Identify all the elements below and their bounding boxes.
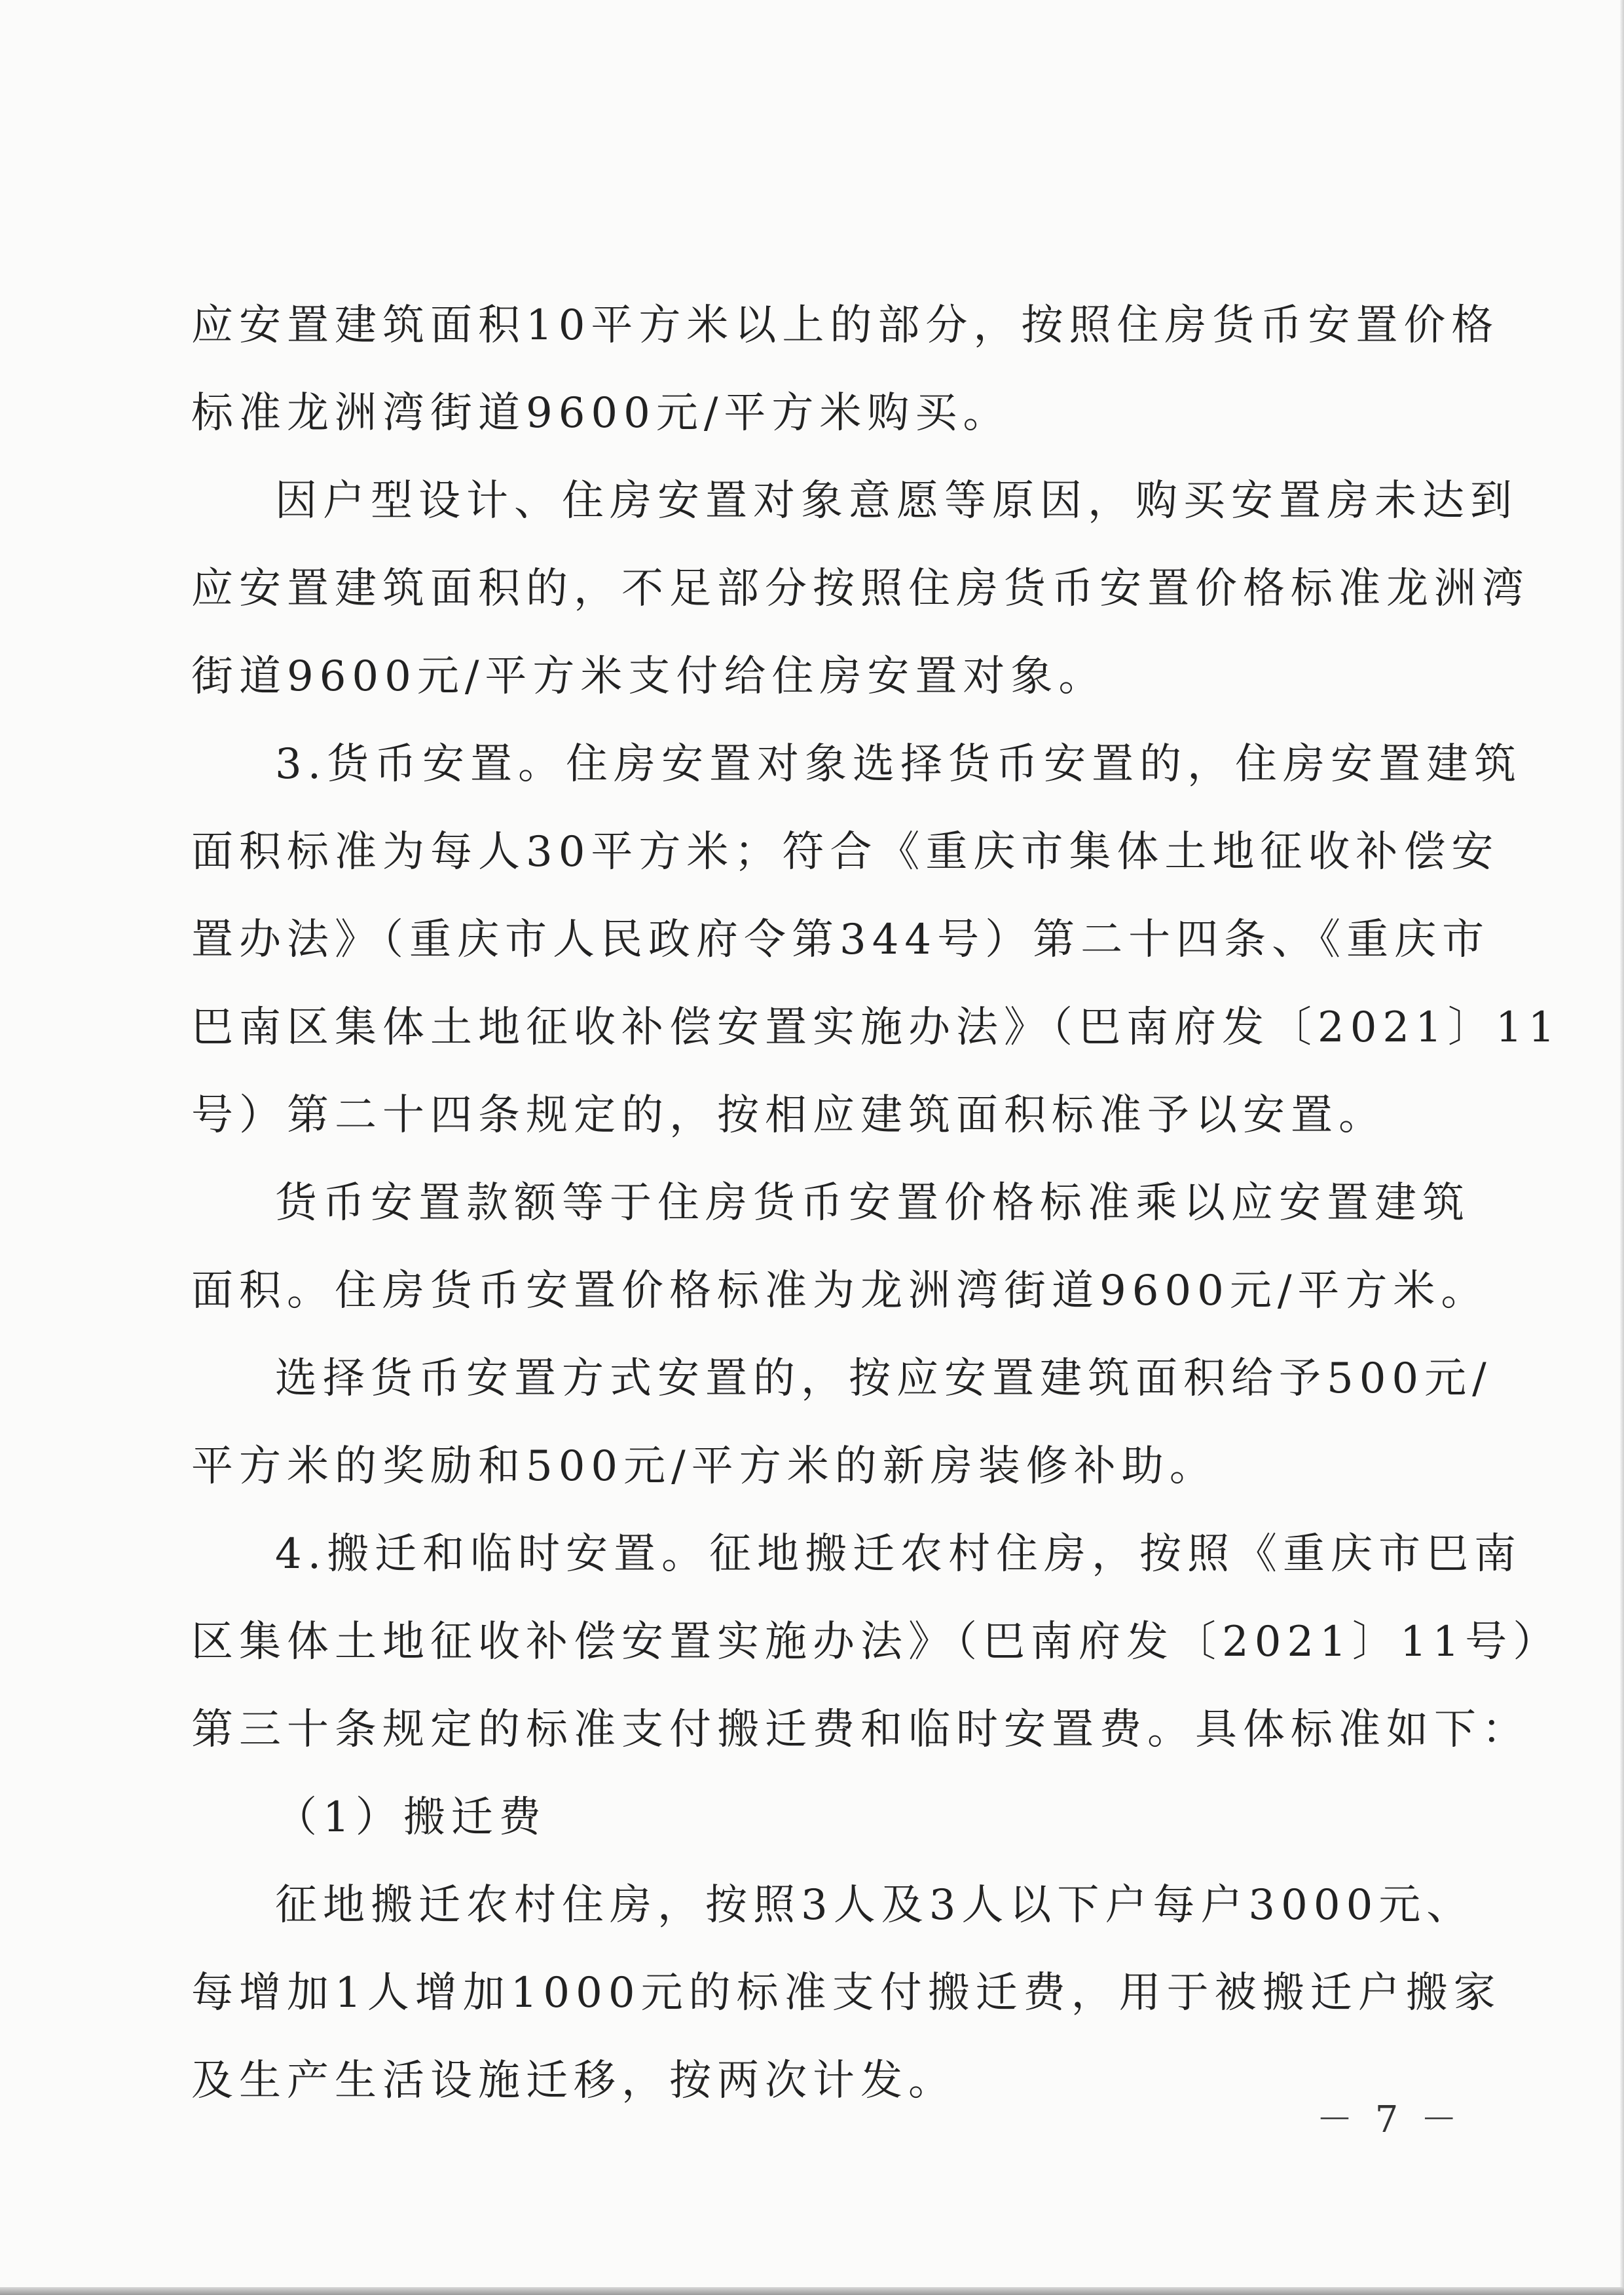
text-line: 巴南区集体土地征收补偿安置实施办法》（巴南府发〔2021〕11 xyxy=(191,1003,1561,1052)
paragraph-start: 4.搬迁和临时安置。征地搬迁农村住房，按照《重庆市巴南 xyxy=(275,1530,1522,1578)
paragraph-start: 因户型设计、住房安置对象意愿等原因，购买安置房未达到 xyxy=(275,477,1518,525)
text-line: 平方米的奖励和500元/平方米的新房装修补助。 xyxy=(191,1442,1217,1491)
text-line: 及生产生活设施迁移，按两次计发。 xyxy=(191,2057,956,2105)
text-line: 置办法》（重庆市人民政府令第344号）第二十四条、《重庆市 xyxy=(191,916,1490,964)
text-line: 街道9600元/平方米支付给住房安置对象。 xyxy=(191,652,1107,701)
section-heading: （1）搬迁费 xyxy=(275,1793,547,1842)
body-text xyxy=(191,282,1561,2125)
text-line: 应安置建筑面积10平方米以上的部分，按照住房货币安置价格 xyxy=(191,301,1500,350)
paragraph-start: 货币安置款额等于住房货币安置价格标准乘以应安置建筑 xyxy=(275,1179,1470,1227)
text-line: 标准龙洲湾街道9600元/平方米购买。 xyxy=(191,389,1011,438)
scan-edge-right xyxy=(1620,0,1624,2295)
page-number: － 7 － xyxy=(1316,2099,1463,2141)
paragraph-start: 3.货币安置。住房安置对象选择货币安置的，住房安置建筑 xyxy=(275,740,1522,789)
text-line: 第三十条规定的标准支付搬迁费和临时安置费。具体标准如下： xyxy=(191,1706,1530,1754)
paragraph-start: 选择货币安置方式安置的，按应安置建筑面积给予500元/ xyxy=(275,1354,1492,1403)
text-line: 区集体土地征收补偿安置实施办法》（巴南府发〔2021〕11号） xyxy=(191,1618,1561,1666)
text-line: 号）第二十四条规定的，按相应建筑面积标准予以安置。 xyxy=(191,1091,1386,1140)
text-line: 面积。住房货币安置价格标准为龙洲湾街道9600元/平方米。 xyxy=(191,1267,1489,1315)
text-line: 应安置建筑面积的，不足部分按照住房货币安置价格标准龙洲湾 xyxy=(191,565,1530,613)
text-line: 面积标准为每人30平方米；符合《重庆市集体土地征收补偿安 xyxy=(191,828,1500,876)
text-line: 每增加1人增加1000元的标准支付搬迁费，用于被搬迁户搬家 xyxy=(191,1969,1502,2017)
paragraph-start: 征地搬迁农村住房，按照3人及3人以下户每户3000元、 xyxy=(275,1881,1475,1930)
scan-edge-bottom xyxy=(0,2287,1624,2295)
